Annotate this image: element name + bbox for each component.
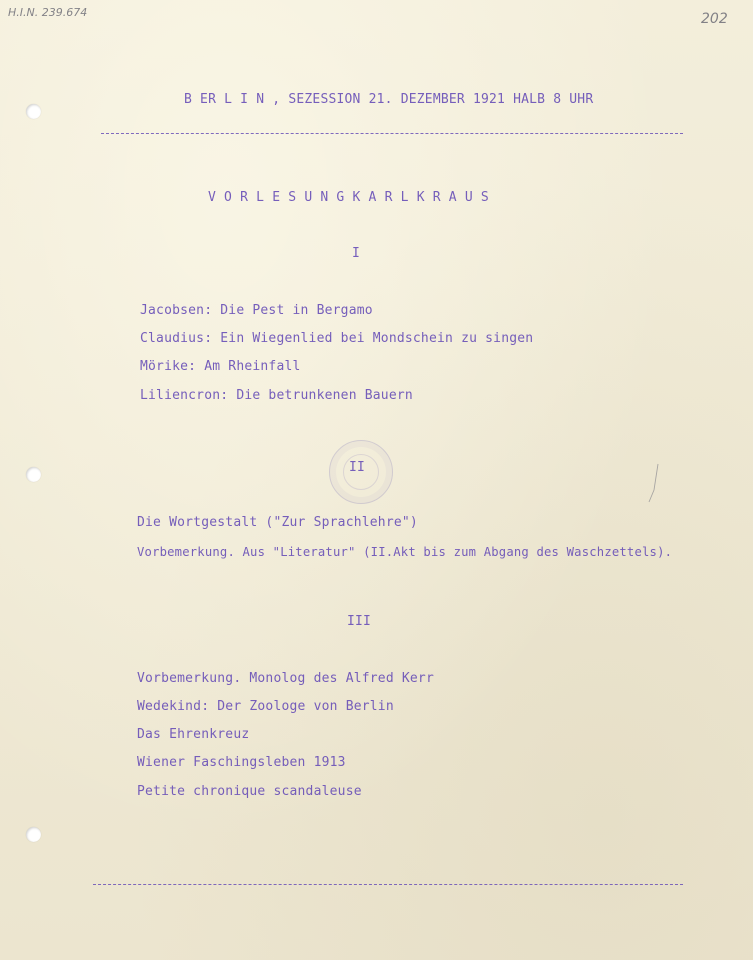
list-item: Petite chronique scandaleuse <box>137 784 362 799</box>
punch-hole-bottom <box>26 827 41 842</box>
pencil-stroke <box>646 462 666 512</box>
list-item: Vorbemerkung. Monolog des Alfred Kerr <box>137 671 434 686</box>
list-item: Die Wortgestalt ("Zur Sprachlehre") <box>137 515 418 530</box>
archive-mark: H.I.N. 239.674 <box>8 6 88 19</box>
list-item: Liliencron: Die betrunkenen Bauern <box>140 388 413 403</box>
folio-number: 202 <box>701 11 728 27</box>
header-rule <box>101 133 683 134</box>
list-item: Mörike: Am Rheinfall <box>140 359 301 374</box>
list-item: Das Ehrenkreuz <box>137 727 250 742</box>
punch-hole-middle <box>26 467 41 482</box>
section-numeral-1: I <box>352 246 361 261</box>
list-item: Jacobsen: Die Pest in Bergamo <box>140 303 373 318</box>
header-line: B ER L I N , SEZESSION 21. DEZEMBER 1921 HALB 8 UHR <box>184 92 594 107</box>
punch-hole-top <box>26 104 41 119</box>
list-item: Claudius: Ein Wiegenlied bei Mondschein zu singen <box>140 331 534 346</box>
section-numeral-3: III <box>347 614 372 629</box>
list-item: Vorbemerkung. Aus "Literatur" (II.Akt bis zum Abgang des Waschzettels). <box>137 545 673 559</box>
page-title: V O R L E S U N G K A R L K R A U S <box>208 190 489 205</box>
footer-rule <box>93 884 683 885</box>
section-numeral-2: II <box>349 460 366 475</box>
list-item: Wiener Faschingsleben 1913 <box>137 755 346 770</box>
list-item: Wedekind: Der Zoologe von Berlin <box>137 699 394 714</box>
